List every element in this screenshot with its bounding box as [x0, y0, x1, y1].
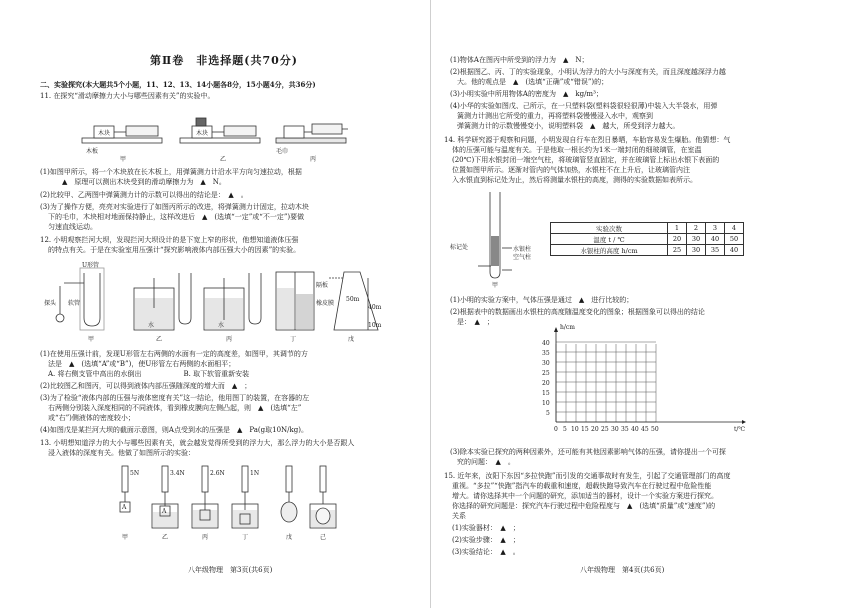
q12-label-hose: 软管	[68, 300, 81, 307]
q15-line-1: 15. 近年来，汝阳下东因“多拉快跑”而引发的交通事故时有发生，引起了交通管理部门的高度	[444, 472, 731, 480]
q13-cont-2: (2)根据图乙、丙、丁的实验现象，小明认为浮力的大小与深度有关，而且深度越深浮力越	[450, 68, 726, 76]
q12-q3-line-1: (3)为了检验“液体内部的压强与液体密度有关”这一结论，他用图丁的装置，在容器的左	[40, 394, 310, 402]
q15-line-4: 你选择的研究问题是：探究汽车行驶过程中危险程度与 ▲ (选填“质量”或“速度”)的	[452, 502, 716, 510]
q11-figure	[80, 102, 350, 162]
table-cell: 30	[687, 234, 706, 245]
q12-label-water-1: 水	[148, 322, 155, 329]
q13-line-1: 13. 小明想知道浮力的大小与哪些因素有关，就会越发觉得所受到的浮力大，那么浮力的大小是否跟人	[40, 439, 355, 447]
q12-label-probe: 探头	[44, 300, 57, 307]
q12-label-10m: 10m	[368, 322, 382, 329]
graph-ytick: 10	[542, 400, 550, 407]
table-cell: 25	[668, 245, 687, 256]
page-4	[430, 0, 860, 608]
section-subtitle: 二、实验探究(本大题共5个小题，11、12、13、14小题各8分，15小题4分，共36分)	[40, 80, 316, 89]
table-cell: 35	[706, 245, 725, 256]
q14-blank-graph	[530, 326, 750, 436]
table-cell: 20	[668, 234, 687, 245]
q12-q2: (2)比较图乙和图丙，可以得到液体内部压强随深度的增大而 ▲ ；	[40, 382, 252, 390]
q12-label-water-2: 水	[218, 322, 225, 329]
section-title: 第Ⅱ卷 非选择题(共70分)	[150, 54, 298, 67]
q12-line-2: 的特点有关。于是在实验室用压强计“探究影响液体内部压强大小的因素”的实验。	[48, 246, 301, 254]
q12-label-yi: 乙	[156, 336, 163, 343]
q11-label-jia: 甲	[120, 156, 127, 163]
graph-xtick: 50	[651, 426, 659, 433]
q11-line-5: 下的毛巾，木块相对地面保持静止，这样改进后 ▲ (选填“一定”或“不一定”)要做	[48, 213, 305, 221]
q13-label-a-2: A	[162, 508, 167, 515]
q15-line-5: 关系	[452, 512, 466, 520]
q12-label-40m: 40m	[368, 304, 382, 311]
q14-q1: (1)小明的实验方案中，气体压强是通过 ▲ 进行比较的；	[450, 296, 634, 304]
q13-label-jia: 甲	[122, 534, 129, 541]
table-cell: 4	[725, 223, 744, 234]
q11-label-block-b: 木块	[196, 130, 209, 137]
q14-line-4: 位置如图甲所示。逐渐对管内的气体加热，水银柱不在上升后，让玻璃管内注	[452, 166, 690, 174]
graph-xtick: 30	[611, 426, 619, 433]
q14-q2-line-2: 是： ▲ ；	[450, 318, 494, 326]
q14-line-2: 体的压强可能与温度有关。于是他取一根长约为1米一端封闭的细玻璃管，在室温	[452, 146, 702, 154]
graph-xtick: 15	[581, 426, 589, 433]
graph-xtick: 45	[641, 426, 649, 433]
q11-label-block-a: 木块	[98, 130, 111, 137]
q14-line-5: 入水银直到标记处为止，然后将测量水银柱的高度，测得的实验数据如表所示。	[452, 176, 697, 184]
q13-label-1n: 1N	[250, 470, 260, 477]
q11-line-1: (1)如图甲所示，将一个木块放在长木板上，用弹簧测力计沿水平方向匀速拉动，根据	[40, 168, 302, 176]
q14-line-1: 14. 科学研究源于观察和问题，小明发现自行车在烈日暴晒，车胎容易发生爆胎。他猜想：气	[444, 136, 731, 144]
q12-q3-line-2: 右两侧分别装入深度相同的不同液体，看到橡皮膜向左侧凸起，则 ▲ (选填“左”	[48, 404, 302, 412]
graph-ylabel: h/cm	[560, 324, 575, 331]
q13-cont-5: (4)小华的实验如图戊、己所示，在一只塑料袋(塑料袋很轻很薄)中装入大半袋水，用弹	[450, 102, 718, 110]
q15-item-2: (2)实验步骤： ▲ ；	[452, 536, 520, 544]
table-cell: 实验次数	[551, 223, 668, 234]
q14-line-3: (20℃)下用水银封闭一端空气柱，将玻璃管竖直固定，并在玻璃管上标出水银下表面的	[452, 156, 720, 164]
graph-grid	[556, 342, 656, 422]
q12-q1-line-2: 法是 ▲ (选填“A”或“B”)，使U形管左右两侧的水面相平；	[48, 360, 236, 368]
q12-label-utube: U形管	[82, 262, 100, 269]
graph-xtick: 5	[563, 426, 567, 433]
graph-ytick: 15	[542, 390, 550, 397]
q14-q2-line-1: (2)根据表中的数据画出水银柱的高度随温度变化的图象；根据图象可以得出的结论	[450, 308, 705, 316]
q12-label-jia: 甲	[88, 336, 95, 343]
table-cell: 1	[668, 223, 687, 234]
q13-cont-1: (1)物体A在图丙中所受到的浮力为 ▲ N；	[450, 56, 589, 64]
left-page-footer: 八年级物理 第3页(共6页)	[188, 566, 273, 574]
graph-ytick: 5	[546, 410, 550, 417]
graph-ytick: 25	[542, 370, 550, 377]
q11-label-bing: 丙	[310, 156, 317, 163]
q12-q1-options: A. 将右侧支管中高出的水倒出 B. 取下软管重新安装	[48, 370, 250, 378]
table-cell: 2	[687, 223, 706, 234]
q12-q3-line-3: 或“右”)侧液体的密度较小；	[48, 414, 135, 422]
q11-label-towel: 毛巾	[276, 148, 289, 155]
q15-line-2: 重视。“多拉”“快跑”指汽车的载重和速度，超载快跑导致汽车在行驶过程中危险性能	[452, 482, 712, 490]
q13-line-2: 浸入液体的深度有关。他做了如图所示的实验：	[48, 449, 195, 457]
graph-ytick: 20	[542, 380, 550, 387]
graph-xtick: 40	[631, 426, 639, 433]
q12-label-wu: 戊	[348, 336, 355, 343]
q14-data-table	[550, 222, 744, 256]
q13-label-a-1: A	[122, 504, 127, 511]
q13-label-bing: 丙	[202, 534, 209, 541]
q14-q3-line-1: (3)除本实验已探究的两种因素外，还可能有其他因素影响气体的压强，请你提出一个可探	[450, 448, 726, 456]
q13-cont-6: 簧测力计测出它所受的重力，再将塑料袋慢慢浸入水中，观察到	[450, 112, 653, 120]
q12-line-1: 12. 小明观察拦河大坝，发现拦河大坝设计的是下宽上窄的形状，他想知道液体压强	[40, 236, 299, 244]
q13-cont-3: 大。他的观点是 ▲ (选填“正确”或“错误”)的；	[450, 78, 609, 86]
q12-label-partition: 隔板	[316, 282, 329, 289]
q13-label-yi: 乙	[162, 534, 169, 541]
table-cell: 50	[725, 234, 744, 245]
q11-stem: 11. 在探究“滑动摩擦力大小与哪些因素有关”的实验中。	[40, 92, 215, 100]
q12-q4: (4)如图戊是某拦河大坝的截面示意图，则A点受到水的压强是 ▲ Pa(g取10N/kg)。	[40, 426, 308, 434]
table-cell: 水银柱的高度 h/cm	[551, 245, 668, 256]
q12-label-ding: 丁	[290, 336, 297, 343]
q13-label-ji: 己	[320, 534, 327, 541]
q15-line-3: 增大。请你选择其中一个问题的研究，添加适当的器材，设计一个实验方案进行探究。	[452, 492, 718, 500]
q12-label-membrane: 橡皮膜	[316, 300, 335, 307]
q13-label-3-4n: 3.4N	[170, 470, 185, 477]
q13-label-2-6n: 2.6N	[210, 470, 225, 477]
graph-xtick: 0	[554, 426, 558, 433]
q12-label-50m: 50m	[346, 296, 360, 303]
q13-cont-4: (3)小明实验中所用物体A的密度为 ▲ kg/m³；	[450, 90, 603, 98]
table-row	[551, 234, 744, 245]
table-header-row	[551, 223, 744, 234]
graph-xtick: 10	[571, 426, 579, 433]
q12-q1-line-1: (1)在使用压强计前，发现U形管左右两侧的水面有一定的高度差，如图甲，其调节的方	[40, 350, 308, 358]
q14-label-jia: 甲	[492, 282, 499, 289]
graph-ytick: 40	[542, 340, 550, 347]
q13-label-wu: 戊	[286, 534, 293, 541]
q12-figure	[44, 258, 384, 343]
graph-xlabel: t/℃	[734, 426, 746, 433]
table-row	[551, 245, 744, 256]
q14-label-mark: 标记处	[450, 244, 469, 251]
q13-figure	[110, 462, 350, 542]
q14-label-aircolumn: 空气柱	[513, 254, 532, 261]
q13-label-5n: 5N	[130, 470, 140, 477]
q15-item-1: (1)实验器材： ▲ ；	[452, 524, 520, 532]
q12-label-bing: 丙	[226, 336, 233, 343]
q14-q3-line-2: 究的问题： ▲ 。	[450, 458, 515, 466]
q13-label-ding: 丁	[242, 534, 249, 541]
q14-label-mercury: 水银柱	[513, 246, 532, 253]
q11-label-board: 木板	[86, 148, 99, 155]
q11-line-6: 匀速直线运动。	[48, 223, 97, 231]
right-page-footer: 八年级物理 第4页(共6页)	[580, 566, 665, 574]
table-cell: 40	[706, 234, 725, 245]
graph-xtick: 20	[591, 426, 599, 433]
q11-line-3: (2)比较甲、乙两图中弹簧测力计的示数可以得出的结论是： ▲ 。	[40, 191, 248, 199]
q14-tube-figure	[450, 188, 540, 288]
graph-ytick: 30	[542, 360, 550, 367]
graph-xtick: 35	[621, 426, 629, 433]
q13-cont-7: 弹簧测力计的示数慢慢变小，说明塑料袋 ▲ 越大，所受到浮力越大。	[450, 122, 680, 130]
q15-item-3: (3)实验结论： ▲ 。	[452, 548, 520, 556]
graph-ytick: 35	[542, 350, 550, 357]
q11-line-4: (3)为了操作方便，亮亮对实验进行了如图丙所示的改进，将弹簧测力计固定，拉动木块	[40, 203, 309, 211]
q11-line-2: ▲ 原理可以测出木块受到的滑动摩擦力为 ▲ N。	[48, 178, 226, 186]
table-cell: 40	[725, 245, 744, 256]
table-cell: 30	[687, 245, 706, 256]
graph-xtick: 25	[601, 426, 609, 433]
q11-label-yi: 乙	[220, 156, 227, 163]
table-cell: 3	[706, 223, 725, 234]
table-cell: 温度 t / ℃	[551, 234, 668, 245]
